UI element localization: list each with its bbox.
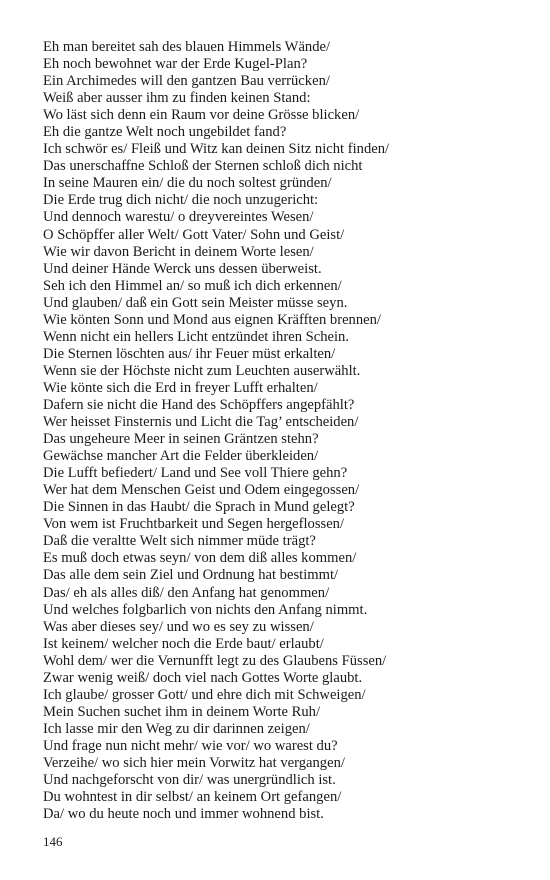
poem-line: Von wem ist Fruchtbarkeit und Segen hergeflossen/ — [43, 516, 345, 533]
poem-line: Das unerschaffne Schloß der Sternen schloß dich nicht — [43, 158, 363, 175]
poem-line: Daß die veraltte Welt sich nimmer müde trägt? — [43, 533, 316, 550]
poem-line: Wie wir davon Bericht in deinem Worte lesen/ — [43, 243, 314, 260]
poem-line: Weiß aber ausser ihm zu finden keinen Stand: — [43, 90, 311, 107]
poem-line: Die Lufft befiedert/ Land und See voll Thiere gehn? — [43, 465, 348, 482]
poem-line: Wo läst sich denn ein Raum vor deine Grösse blicken/ — [43, 107, 360, 124]
poem-text — [43, 39, 533, 823]
poem-line: Und deiner Hände Werck uns dessen überweist. — [43, 260, 322, 277]
poem-line: Und glauben/ daß ein Gott sein Meister müsse seyn. — [43, 294, 348, 311]
poem-line: Und dennoch warestu/ o dreyvereintes Wesen/ — [43, 209, 314, 226]
poem-line: Ich lasse mir den Weg zu dir darinnen zeigen/ — [43, 720, 310, 737]
poem-line: Das/ eh als alles diß/ den Anfang hat genommen/ — [43, 584, 330, 601]
poem-line: Was aber dieses sey/ und wo es sey zu wissen/ — [43, 618, 314, 635]
poem-line: Wer heisset Finsternis und Licht die Tag’ entscheiden/ — [43, 414, 359, 431]
poem-line: Wohl dem/ wer die Vernunfft legt zu des Glaubens Füssen/ — [43, 652, 387, 669]
poem-line: Eh man bereitet sah des blauen Himmels Wände/ — [43, 39, 331, 55]
poem-line: Verzeihe/ wo sich hier mein Vorwitz hat vergangen/ — [43, 754, 345, 771]
poem-line: Ist keinem/ welcher noch die Erde baut/ erlaubt/ — [43, 635, 324, 652]
poem-line: Und frage nun nicht mehr/ wie vor/ wo warest du? — [43, 737, 338, 754]
poem-line: Ich glaube/ grosser Gott/ und ehre dich mit Schweigen/ — [43, 686, 366, 703]
poem-line: Ich schwör es/ Fleiß und Witz kan deinen Sitz nicht finden/ — [43, 141, 390, 158]
poem-line: Da/ wo du heute noch und immer wohnend bist. — [43, 806, 324, 823]
poem-line: O Schöpffer aller Welt/ Gott Vater/ Sohn und Geist/ — [43, 226, 345, 243]
poem-line: Eh die gantze Welt noch ungebildet fand? — [43, 124, 287, 141]
poem-line: Dafern sie nicht die Hand des Schöpffers angepfählt? — [43, 396, 355, 413]
poem-line: Du wohntest in dir selbst/ an keinem Ort gefangen/ — [43, 789, 342, 806]
poem-line: Es muß doch etwas seyn/ von dem diß alles kommen/ — [43, 550, 357, 567]
poem-line: Wie könten Sonn und Mond aus eignen Kräfften brennen/ — [43, 311, 381, 328]
poem-line: Gewächse mancher Art die Felder überkleiden/ — [43, 448, 319, 465]
poem-line: Mein Suchen suchet ihm in deinem Worte Ruh/ — [43, 703, 321, 720]
poem-line: Die Erde trug dich nicht/ die noch unzugericht: — [43, 192, 319, 209]
poem-line: Eh noch bewohnet war der Erde Kugel-Plan? — [43, 56, 308, 73]
poem-line: Die Sternen löschten aus/ ihr Feuer müst erkalten/ — [43, 345, 336, 362]
poem-line: Seh ich den Himmel an/ so muß ich dich erkennen/ — [43, 277, 342, 294]
poem-line: Das alle dem sein Ziel und Ordnung hat bestimmt/ — [43, 567, 339, 584]
poem-line: Und nachgeforscht von dir/ was unergründlich ist. — [43, 772, 336, 789]
poem-line: Zwar wenig weiß/ doch viel nach Gottes Worte glaubt. — [43, 669, 363, 686]
poem-line: Wenn sie der Höchste nicht zum Leuchten auserwählt. — [43, 362, 361, 379]
poem-line: Die Sinnen in das Haubt/ die Sprach in Mund gelegt? — [43, 499, 355, 516]
poem-line: Ein Archimedes will den gantzen Bau verrücken/ — [43, 73, 330, 90]
poem-line: In seine Mauren ein/ die du noch soltest gründen/ — [43, 175, 332, 192]
poem-line: Wenn nicht ein hellers Licht entzündet ihren Schein. — [43, 328, 350, 345]
poem-line: Und welches folgbarlich von nichts den Anfang nimmt. — [43, 601, 368, 618]
page-number: 146 — [43, 834, 63, 849]
poem-line: Wer hat dem Menschen Geist und Odem eingegossen/ — [43, 482, 360, 499]
poem-line: Das ungeheure Meer in seinen Gräntzen stehn? — [43, 431, 319, 448]
poem-line: Wie könte sich die Erd in freyer Lufft erhalten/ — [43, 379, 318, 396]
